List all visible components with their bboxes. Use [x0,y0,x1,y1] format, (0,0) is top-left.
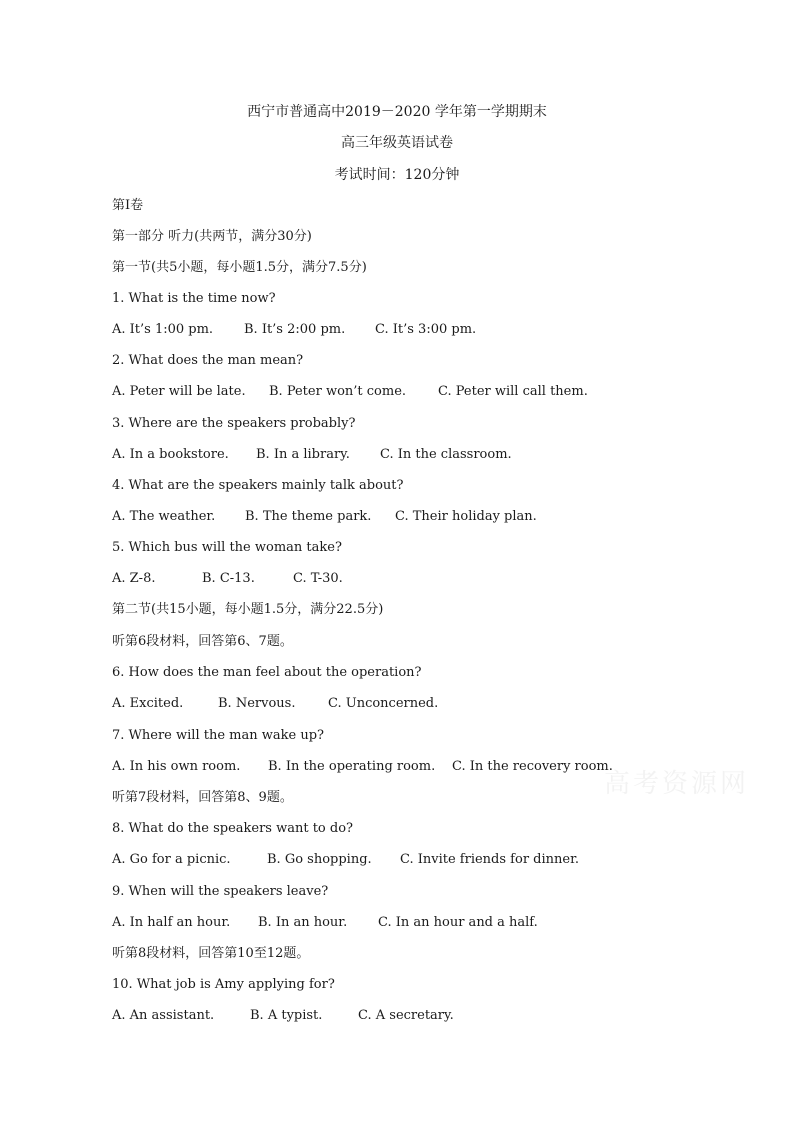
q4-option-c: C. Their holiday plan. [395,509,537,524]
material-8-instruction: 听第8段材料，回答第10至12题。 [112,946,310,961]
exam-subtitle: 高三年级英语试卷 [341,135,453,151]
section2-heading: 第二节(共15小题，每小题1.5分，满分22.5分) [112,602,384,617]
question-7: 7. Where will the man wake up? [112,728,324,743]
q8-option-c: C. Invite friends for dinner. [400,852,580,867]
q1-option-a: A. It’s 1:00 pm. [112,322,214,337]
q5-option-a: A. Z-8. [112,571,156,586]
exam-title: 西宁市普通高中2019－2020 学年第一学期期末 [247,104,547,120]
q2-option-c: C. Peter will call them. [438,384,588,399]
q1-option-c: C. It’s 3:00 pm. [375,322,477,337]
question-10: 10. What job is Amy applying for? [112,977,335,992]
q2-option-b: B. Peter won’t come. [269,384,407,399]
q3-option-a: A. In a bookstore. [112,447,229,462]
q7-option-b: B. In the operating room. [268,759,436,774]
q8-option-a: A. Go for a picnic. [112,852,231,867]
material-7-instruction: 听第7段材料，回答第8、9题。 [112,790,293,805]
part1-heading: 第一部分 听力(共两节，满分30分) [112,229,312,244]
question-9: 9. When will the speakers leave? [112,884,329,899]
q1-option-b: B. It’s 2:00 pm. [244,322,346,337]
q4-option-a: A. The weather. [112,509,216,524]
q5-option-c: C. T-30. [293,571,343,586]
q5-option-b: B. C-13. [202,571,255,586]
q3-option-c: C. In the classroom. [380,447,512,462]
q9-option-b: B. In an hour. [258,915,348,930]
question-4: 4. What are the speakers mainly talk about? [112,478,404,493]
q4-option-b: B. The theme park. [245,509,372,524]
q6-option-c: C. Unconcerned. [328,696,439,711]
question-2: 2. What does the man mean? [112,353,304,368]
volume-label: 第Ⅰ卷 [112,198,144,213]
q9-option-a: A. In half an hour. [112,915,231,930]
q10-option-a: A. An assistant. [112,1008,215,1023]
question-6: 6. How does the man feel about the operation? [112,665,422,680]
section1-heading: 第一节(共5小题，每小题1.5分，满分7.5分) [112,260,367,275]
q2-option-a: A. Peter will be late. [112,384,246,399]
q8-option-b: B. Go shopping. [267,852,372,867]
q3-option-b: B. In a library. [256,447,350,462]
material-6-instruction: 听第6段材料，回答第6、7题。 [112,634,293,649]
q7-option-c: C. In the recovery room. [452,759,613,774]
watermark: 高考资源网 [604,769,750,799]
q10-option-c: C. A secretary. [358,1008,454,1023]
q6-option-a: A. Excited. [112,696,184,711]
q6-option-b: B. Nervous. [218,696,296,711]
q9-option-c: C. In an hour and a half. [378,915,538,930]
question-8: 8. What do the speakers want to do? [112,821,354,836]
exam-time: 考试时间：120分钟 [334,167,460,183]
q7-option-a: A. In his own room. [112,759,241,774]
question-1: 1. What is the time now? [112,291,276,306]
q10-option-b: B. A typist. [250,1008,323,1023]
question-3: 3. Where are the speakers probably? [112,416,356,431]
question-5: 5. Which bus will the woman take? [112,540,342,555]
